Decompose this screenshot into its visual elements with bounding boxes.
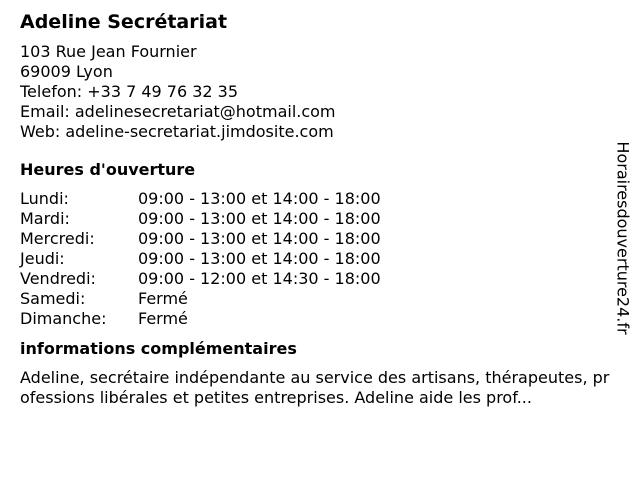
day-label: Lundi: — [20, 189, 69, 208]
hours-row-samedi — [20, 289, 620, 309]
info-description: Adeline, secrétaire indépendante au service des artisans, thérapeutes, professions libérales et petites entreprises. Adeline aide les prof... — [20, 368, 610, 407]
hours-row-mardi — [20, 209, 620, 229]
hours-row-jeudi — [20, 249, 620, 269]
day-label: Mardi: — [20, 209, 70, 228]
day-hours: Fermé — [138, 289, 188, 308]
day-label: Jeudi: — [20, 249, 65, 268]
day-label: Vendredi: — [20, 269, 96, 288]
day-hours: 09:00 - 13:00 et 14:00 - 18:00 — [138, 189, 381, 208]
day-hours: 09:00 - 13:00 et 14:00 - 18:00 — [138, 249, 381, 268]
address-city: 69009 Lyon — [20, 62, 113, 81]
email-address: Email: adelinesecretariat@hotmail.com — [20, 102, 336, 121]
hours-row-dimanche — [20, 309, 620, 329]
day-hours: Fermé — [138, 309, 188, 328]
business-card — [20, 8, 620, 408]
hours-table — [20, 189, 620, 329]
day-label: Dimanche: — [20, 309, 107, 328]
phone-number: Telefon: +33 7 49 76 32 35 — [20, 82, 239, 101]
hours-row-lundi — [20, 189, 620, 209]
watermark-text: Horairesdouverture24.fr — [613, 141, 633, 335]
hours-row-vendredi — [20, 269, 620, 289]
hours-row-mercredi — [20, 229, 620, 249]
address-street: 103 Rue Jean Fournier — [20, 42, 197, 61]
day-hours: 09:00 - 13:00 et 14:00 - 18:00 — [138, 229, 381, 248]
website-address: Web: adeline-secretariat.jimdosite.com — [20, 122, 334, 141]
day-hours: 09:00 - 12:00 et 14:30 - 18:00 — [138, 269, 381, 288]
business-name: Adeline Secrétariat — [20, 11, 228, 33]
day-hours: 09:00 - 13:00 et 14:00 - 18:00 — [138, 209, 381, 228]
info-heading: informations complémentaires — [20, 339, 297, 358]
contact-block — [20, 42, 620, 142]
day-label: Samedi: — [20, 289, 86, 308]
day-label: Mercredi: — [20, 229, 95, 248]
hours-heading: Heures d'ouverture — [20, 160, 196, 179]
